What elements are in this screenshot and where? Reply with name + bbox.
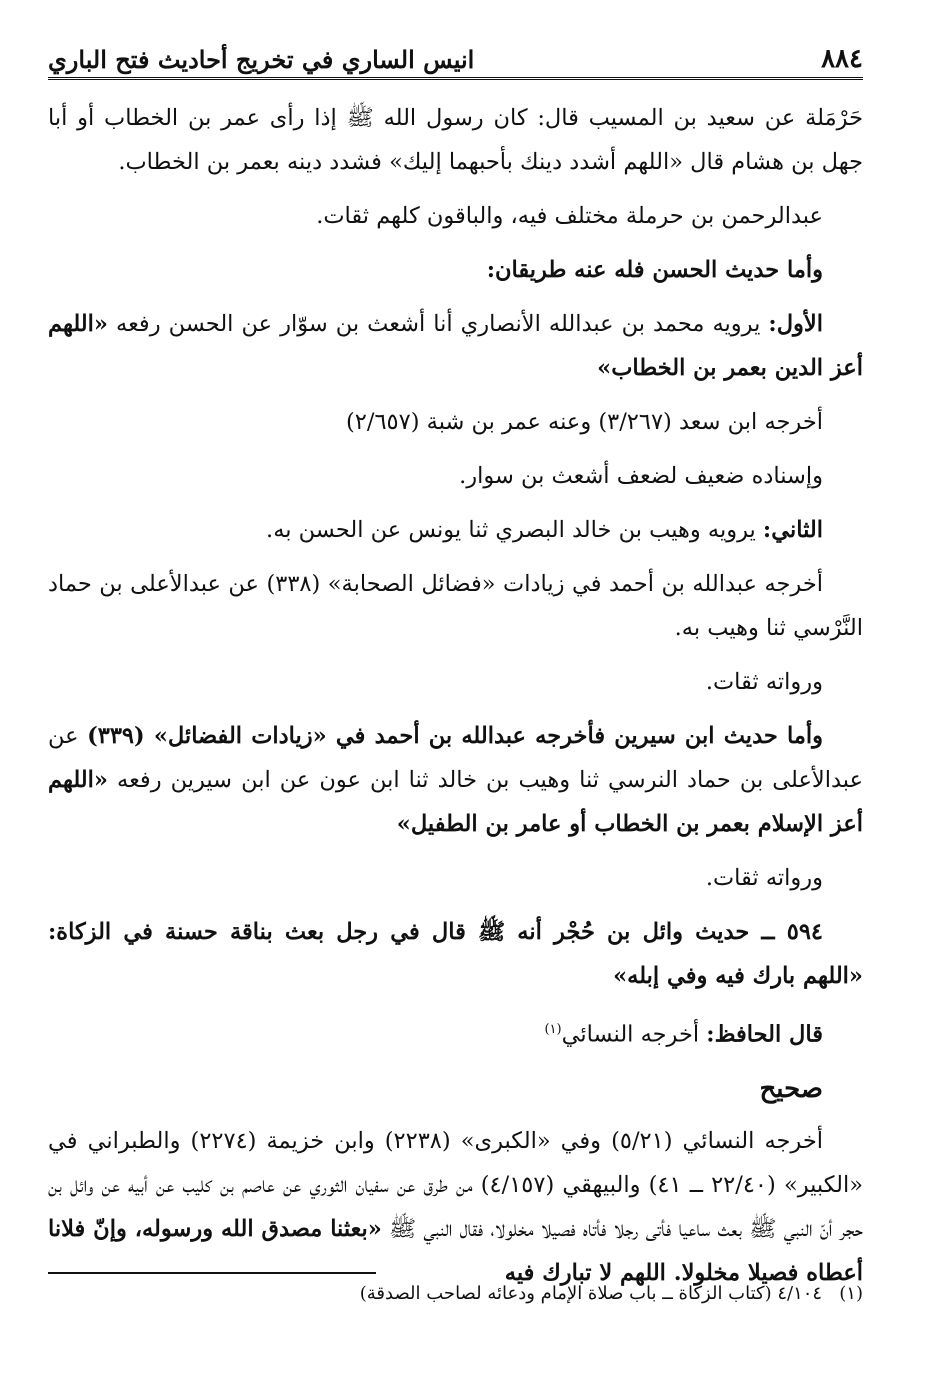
paragraph: حَرْمَلة عن سعيد بن المسيب قال: كان رسول الله ﷺ إذا رأى عمر بن الخطاب أو أبا جهل بن هشام قال «اللهم أشدد دينك بأحبهما إليك» فشدد دينه بعمر بن الخطاب. — [48, 105, 863, 175]
label-second: الثاني: — [762, 517, 823, 543]
quote: «اللهم أعز الإسلام بعمر بن الخطاب أو عامر بن الطفيل» — [48, 767, 863, 837]
quote: «اللهم بارك فيه وفي إبله» — [613, 963, 863, 989]
paragraph: عبدالرحمن بن حرملة مختلف فيه، والباقون كلهم ثقات. — [316, 203, 823, 229]
paragraph — [48, 508, 863, 552]
paragraph — [48, 1008, 863, 1057]
text: عن عبدالأعلى بن حماد النرسي ثنا وهيب بن خالد ثنا ابن عون عن ابن سيرين رفعه — [48, 723, 864, 793]
paragraph: وإسناده ضعيف لضعف أشعث بن سوار. — [459, 463, 823, 489]
label-hafiz: قال الحافظ: — [706, 1021, 823, 1048]
text: يرويه محمد بن عبدالله الأنصاري أنا أشعث بن سوّار عن الحسن رفعه — [116, 311, 761, 337]
footnote-rule — [48, 1272, 376, 1274]
paragraph — [48, 1119, 863, 1295]
paragraph: أخرجه عبدالله بن أحمد في زيادات «فضائل الصحابة» (٣٣٨) عن عبدالأعلى بن حماد النَّرْسي ثنا وهيب به. — [48, 571, 863, 641]
footnote-text: ٤/١٠٤ (كتاب الزكاة ــ باب صلاة الإمام ودعائه لصاحب الصدقة) — [359, 1283, 823, 1304]
paragraph: أخرجه ابن سعد (٣/٢٦٧) وعنه عمر بن شبة (٢/٦٥٧) — [346, 409, 823, 435]
paragraph — [48, 302, 863, 390]
page-header — [48, 40, 863, 74]
header-rule — [48, 77, 863, 80]
hadith-lead: ٥٩٤ ــ حديث وائل بن حُجْر أنه ﷺ قال في رجل بعث بناقة حسنة في الزكاة: — [48, 919, 823, 945]
book-title: انيس الساري في تخريج أحاديث فتح الباري — [48, 45, 475, 74]
page-number: ٨٨٤ — [821, 44, 863, 74]
quote: «بعثنا مصدق الله ورسوله، وإنّ فلانا أعطاه فصيلا مخلولا. اللهم لا تبارك فيه — [48, 1215, 863, 1286]
text: أخرجه النسائي — [561, 1021, 700, 1048]
paragraph: ورواته ثقات. — [705, 865, 823, 891]
document-page — [48, 40, 863, 1340]
page-body — [48, 96, 863, 1295]
quote: «اللهم أعز الدين بعمر بن الخطاب» — [48, 311, 863, 381]
paragraph — [48, 714, 863, 846]
footnote — [48, 1280, 863, 1308]
footnote-marker: (١) — [839, 1283, 863, 1304]
paragraph-heading: وأما حديث الحسن فله عنه طريقان: — [486, 257, 823, 283]
section-title: صحيح — [759, 1073, 823, 1104]
label-first: الأول: — [768, 311, 823, 337]
text: أخرجه النسائي (٥/٢١) وفي «الكبرى» (٢٢٣٨) وابن خزيمة (٢٢٧٤) والطبراني في «الكبير» (٢٢/٤٠ ــ ٤١) والبيهقي (٤/١٥٧) من طرق عن سفيان الثوري عن عاصم بن كليب عن أبيه عن وائل بن حجر أنّ النبي ﷺ بعث ساعيا فأتى رجلا فأتاه فصيلا مخلولا، فقال النبي ﷺ — [48, 1127, 863, 1242]
hadith-entry — [48, 910, 863, 998]
paragraph: ورواته ثقات. — [705, 669, 823, 695]
footnote-ref: (١) — [544, 1022, 562, 1037]
bold-lead: وأما حديث ابن سيرين فأخرجه عبدالله بن أحمد في «زيادات الفضائل» (٣٣٩) — [87, 723, 823, 749]
text: يرويه وهيب بن خالد البصري ثنا يونس عن الحسن به. — [266, 517, 756, 543]
